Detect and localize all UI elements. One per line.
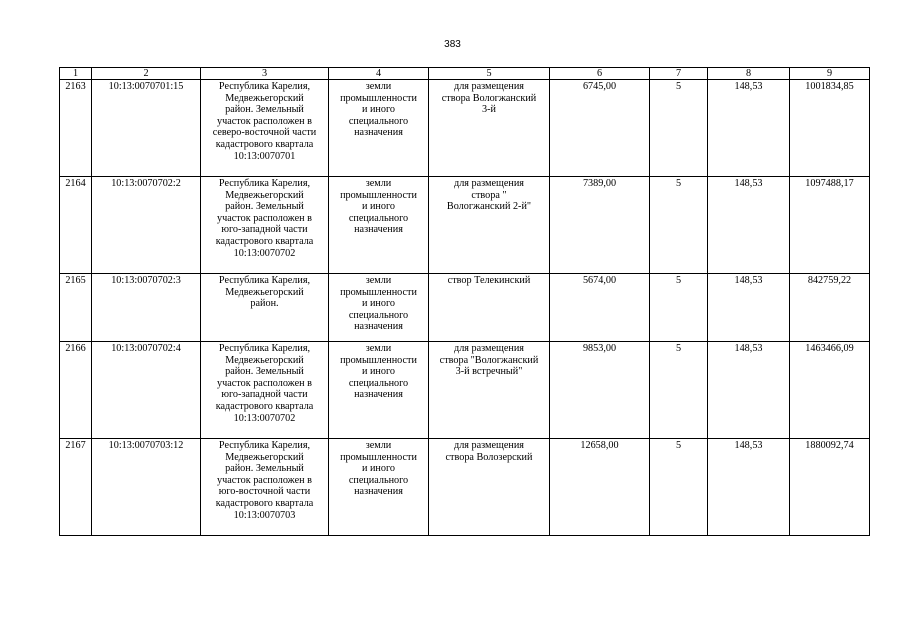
land-category-line: промышленности bbox=[340, 451, 417, 463]
location-line: 10:13:0070702 bbox=[233, 247, 296, 259]
area-cell: 12658,00 bbox=[550, 439, 650, 536]
rate-cell: 148,53 bbox=[708, 342, 790, 439]
permitted-use-line: для размещения bbox=[454, 178, 524, 189]
land-category-cell bbox=[329, 177, 429, 274]
row-number-cell: 2167 bbox=[60, 439, 92, 536]
land-category-line: и иного bbox=[361, 104, 395, 116]
land-category-line: назначения bbox=[354, 486, 403, 498]
location-line: кадастрового квартала bbox=[215, 235, 314, 247]
location-line: Республика Карелия, bbox=[218, 440, 311, 451]
table-row bbox=[60, 274, 870, 342]
location-line: участок расположен в bbox=[217, 377, 312, 389]
cadastral-value-cell: 842759,22 bbox=[790, 274, 870, 342]
location-line: Республика Карелия, bbox=[218, 343, 311, 354]
location-line: Республика Карелия, bbox=[218, 178, 311, 189]
area-cell: 6745,00 bbox=[550, 80, 650, 177]
cadastral-value-cell: 1097488,17 bbox=[790, 177, 870, 274]
permitted-use-line: створа Вологжанский bbox=[441, 92, 537, 104]
land-category-cell bbox=[329, 274, 429, 342]
permitted-use-line: для размещения bbox=[454, 343, 524, 354]
column-header-2: 2 bbox=[92, 68, 201, 80]
land-category-line: специального bbox=[348, 309, 409, 321]
location-line: Медвежьегорский bbox=[225, 92, 304, 104]
land-plot-table bbox=[59, 67, 870, 536]
land-category-line: промышленности bbox=[340, 354, 417, 366]
cadastral-number-cell: 10:13:0070701:15 bbox=[92, 80, 201, 177]
permitted-use-cell bbox=[429, 342, 550, 439]
rate-cell: 148,53 bbox=[708, 274, 790, 342]
area-cell: 5674,00 bbox=[550, 274, 650, 342]
location-line: юго-восточной части bbox=[218, 486, 311, 498]
location-line: район. bbox=[250, 298, 279, 310]
column-header-9: 9 bbox=[790, 68, 870, 80]
location-line: кадастрового квартала bbox=[215, 138, 314, 150]
cadastral-value-cell: 1880092,74 bbox=[790, 439, 870, 536]
permitted-use-line: створа Волозерский bbox=[445, 451, 533, 463]
column-7-cell: 5 bbox=[650, 80, 708, 177]
permitted-use-line: створ Телекинский bbox=[447, 275, 531, 286]
location-line: район. Земельный bbox=[225, 463, 304, 475]
row-number-cell: 2163 bbox=[60, 80, 92, 177]
location-line: северо-восточной части bbox=[212, 127, 317, 139]
rate-cell: 148,53 bbox=[708, 177, 790, 274]
location-line: участок расположен в bbox=[217, 115, 312, 127]
permitted-use-cell bbox=[429, 177, 550, 274]
page-number: 383 bbox=[444, 39, 461, 50]
table-row bbox=[60, 439, 870, 536]
cadastral-value-cell: 1001834,85 bbox=[790, 80, 870, 177]
land-category-line: и иного bbox=[361, 463, 395, 475]
location-line: юго-западной части bbox=[221, 224, 308, 236]
land-category-line: назначения bbox=[354, 321, 403, 333]
row-number-cell: 2165 bbox=[60, 274, 92, 342]
location-cell bbox=[201, 439, 329, 536]
location-line: Медвежьегорский bbox=[225, 354, 304, 366]
land-category-line: промышленности bbox=[340, 286, 417, 298]
permitted-use-line: 3-й встречный" bbox=[455, 366, 523, 378]
location-line: Республика Карелия, bbox=[218, 275, 311, 286]
table-row bbox=[60, 80, 870, 177]
rate-cell: 148,53 bbox=[708, 80, 790, 177]
location-cell bbox=[201, 274, 329, 342]
land-category-line: земли bbox=[365, 275, 392, 286]
area-cell: 9853,00 bbox=[550, 342, 650, 439]
row-number-cell: 2166 bbox=[60, 342, 92, 439]
table-header-row bbox=[60, 68, 870, 80]
land-category-line: назначения bbox=[354, 224, 403, 236]
cadastral-number-cell: 10:13:0070702:3 bbox=[92, 274, 201, 342]
land-category-line: и иного bbox=[361, 298, 395, 310]
column-header-4: 4 bbox=[329, 68, 429, 80]
permitted-use-cell bbox=[429, 80, 550, 177]
land-category-line: земли bbox=[365, 178, 392, 189]
land-category-cell bbox=[329, 342, 429, 439]
land-category-line: промышленности bbox=[340, 92, 417, 104]
permitted-use-line: створа " bbox=[471, 189, 507, 201]
column-7-cell: 5 bbox=[650, 342, 708, 439]
land-category-line: специального bbox=[348, 377, 409, 389]
land-category-cell bbox=[329, 439, 429, 536]
location-line: Республика Карелия, bbox=[218, 81, 311, 92]
location-line: Медвежьегорский bbox=[225, 451, 304, 463]
column-header-8: 8 bbox=[708, 68, 790, 80]
cadastral-number-cell: 10:13:0070703:12 bbox=[92, 439, 201, 536]
area-cell: 7389,00 bbox=[550, 177, 650, 274]
permitted-use-line: для размещения bbox=[454, 440, 524, 451]
permitted-use-line: створа "Вологжанский bbox=[439, 354, 539, 366]
location-line: участок расположен в bbox=[217, 212, 312, 224]
table-row bbox=[60, 342, 870, 439]
permitted-use-line: для размещения bbox=[454, 81, 524, 92]
rate-cell: 148,53 bbox=[708, 439, 790, 536]
land-category-line: назначения bbox=[354, 127, 403, 139]
location-cell bbox=[201, 80, 329, 177]
cadastral-number-cell: 10:13:0070702:4 bbox=[92, 342, 201, 439]
location-line: Медвежьегорский bbox=[225, 286, 304, 298]
column-header-1: 1 bbox=[60, 68, 92, 80]
table-row bbox=[60, 177, 870, 274]
land-category-line: земли bbox=[365, 343, 392, 354]
column-header-5: 5 bbox=[429, 68, 550, 80]
location-line: 10:13:0070702 bbox=[233, 412, 296, 424]
location-line: район. Земельный bbox=[225, 201, 304, 213]
land-category-line: и иного bbox=[361, 366, 395, 378]
land-category-line: промышленности bbox=[340, 189, 417, 201]
location-line: 10:13:0070701 bbox=[233, 150, 296, 162]
permitted-use-line: 3-й bbox=[482, 104, 496, 116]
location-cell bbox=[201, 177, 329, 274]
land-category-line: назначения bbox=[354, 389, 403, 401]
permitted-use-cell bbox=[429, 274, 550, 342]
column-header-6: 6 bbox=[550, 68, 650, 80]
location-cell bbox=[201, 342, 329, 439]
land-category-line: специального bbox=[348, 212, 409, 224]
land-category-line: специального bbox=[348, 474, 409, 486]
location-line: участок расположен в bbox=[217, 474, 312, 486]
column-7-cell: 5 bbox=[650, 274, 708, 342]
location-line: район. Земельный bbox=[225, 104, 304, 116]
cadastral-value-cell: 1463466,09 bbox=[790, 342, 870, 439]
column-7-cell: 5 bbox=[650, 177, 708, 274]
column-header-3: 3 bbox=[201, 68, 329, 80]
permitted-use-line: Вологжанский 2-й" bbox=[446, 201, 532, 213]
land-category-line: земли bbox=[365, 440, 392, 451]
location-line: кадастрового квартала bbox=[215, 400, 314, 412]
location-line: 10:13:0070703 bbox=[233, 509, 296, 521]
location-line: юго-западной части bbox=[221, 389, 308, 401]
location-line: район. Земельный bbox=[225, 366, 304, 378]
row-number-cell: 2164 bbox=[60, 177, 92, 274]
cadastral-number-cell: 10:13:0070702:2 bbox=[92, 177, 201, 274]
location-line: Медвежьегорский bbox=[225, 189, 304, 201]
land-category-line: земли bbox=[365, 81, 392, 92]
location-line: кадастрового квартала bbox=[215, 497, 314, 509]
column-header-7: 7 bbox=[650, 68, 708, 80]
land-category-line: и иного bbox=[361, 201, 395, 213]
permitted-use-cell bbox=[429, 439, 550, 536]
column-7-cell: 5 bbox=[650, 439, 708, 536]
land-category-line: специального bbox=[348, 115, 409, 127]
land-category-cell bbox=[329, 80, 429, 177]
